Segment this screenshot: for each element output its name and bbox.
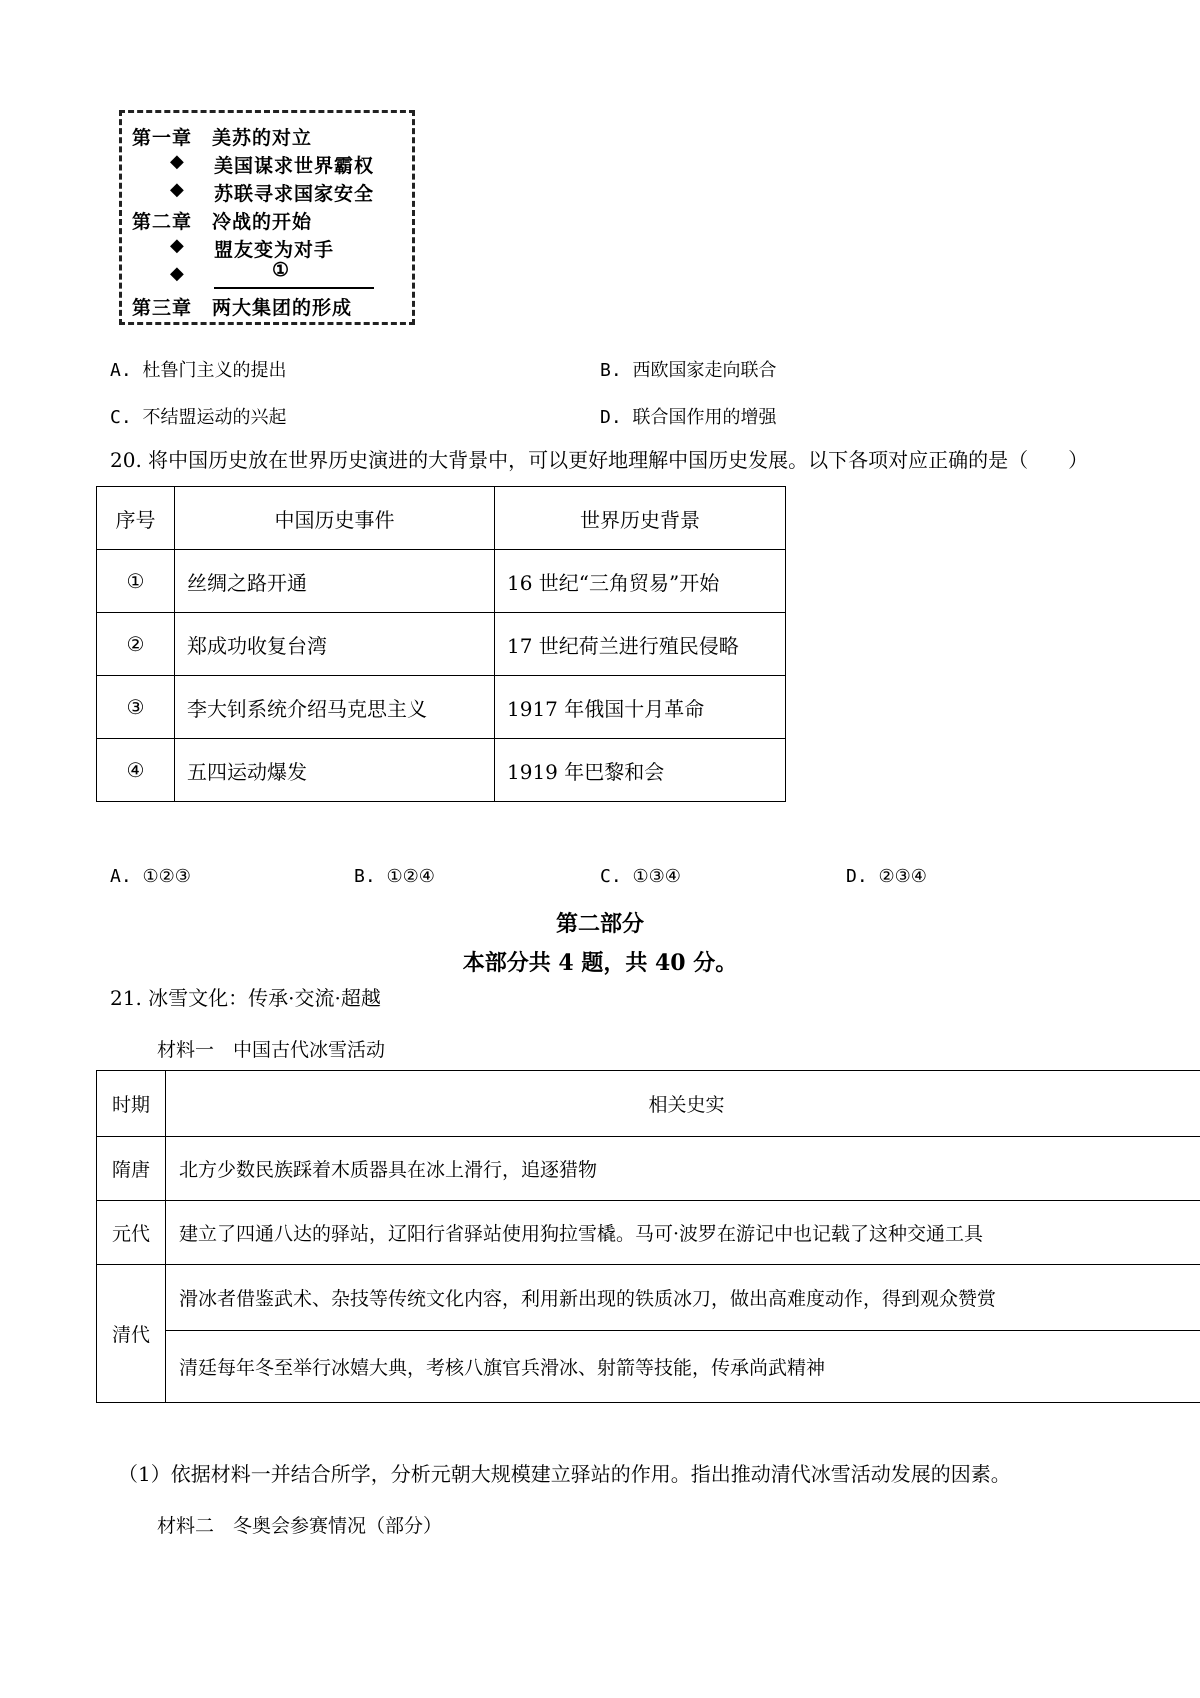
- diamond-icon: ◆: [170, 263, 184, 284]
- option-c[interactable]: C. 不结盟运动的兴起: [110, 407, 287, 428]
- fact-cell: 清廷每年冬至举行冰嬉大典，考核八旗官兵滑冰、射箭等技能，传承尚武精神: [166, 1331, 1200, 1403]
- table-row: [97, 676, 786, 739]
- outline-chapter-1: 第一章 美苏的对立: [132, 127, 313, 149]
- header-cell: 时期: [97, 1071, 166, 1137]
- header-cell: 世界历史背景: [495, 487, 786, 550]
- table-row: [97, 1331, 1200, 1403]
- world-background: 1917 年俄国十月革命: [495, 676, 786, 739]
- fact-cell: 建立了四通八达的驿站，辽阳行省驿站使用狗拉雪橇。马可·波罗在游记中也记载了这种交通工具: [166, 1201, 1200, 1265]
- chinese-event: 李大钊系统介绍马克思主义: [175, 676, 495, 739]
- part-subtitle: 本部分共 4 题，共 40 分。: [462, 950, 738, 976]
- option-a[interactable]: A. ①②③: [110, 866, 191, 887]
- outline-box: [119, 110, 415, 325]
- q20-table: [96, 486, 786, 802]
- chinese-event: 郑成功收复台湾: [175, 613, 495, 676]
- table-row: [97, 1265, 1200, 1331]
- outline-item: 美国谋求世界霸权: [214, 155, 375, 177]
- fact-cell: 滑冰者借鉴武术、杂技等传统文化内容，利用新出现的铁质冰刀，做出高难度动作，得到观众赞赏: [166, 1265, 1200, 1331]
- outline-blank-marker: ①: [272, 259, 291, 281]
- table-row: [97, 550, 786, 613]
- material-1-title: 材料一 中国古代冰雪活动: [157, 1039, 386, 1061]
- material-2-title: 材料二 冬奥会参赛情况（部分）: [157, 1515, 443, 1537]
- period-cell: 元代: [97, 1201, 166, 1265]
- world-background: 17 世纪荷兰进行殖民侵略: [495, 613, 786, 676]
- chinese-event: 五四运动爆发: [175, 739, 495, 802]
- world-background: 16 世纪“三角贸易”开始: [495, 550, 786, 613]
- row-number: ④: [97, 739, 175, 802]
- row-number: ①: [97, 550, 175, 613]
- question-20-stem: 20. 将中国历史放在世界历史演进的大背景中，可以更好地理解中国历史发展。以下各项对应正确的是（ ）: [110, 448, 1089, 472]
- table-row: [97, 613, 786, 676]
- option-b[interactable]: B. 西欧国家走向联合: [600, 360, 777, 381]
- outline-chapter-3: 第三章 两大集团的形成: [132, 297, 353, 319]
- table-header-row: [97, 487, 786, 550]
- part-title: 第二部分: [555, 911, 644, 937]
- option-c[interactable]: C. ①③④: [600, 866, 681, 887]
- option-d[interactable]: D. ②③④: [846, 866, 927, 887]
- fact-cell: 北方少数民族踩着木质器具在冰上滑行，追逐猎物: [166, 1137, 1200, 1201]
- table-row: [97, 1137, 1200, 1201]
- header-cell: 序号: [97, 487, 175, 550]
- blank-underline: [214, 287, 374, 289]
- option-a[interactable]: A. 杜鲁门主义的提出: [110, 360, 287, 381]
- diamond-icon: ◆: [170, 151, 184, 172]
- table-row: [97, 1201, 1200, 1265]
- period-cell: 隋唐: [97, 1137, 166, 1201]
- sub-question-1: （1）依据材料一并结合所学，分析元朝大规模建立驿站的作用。指出推动清代冰雪活动发展的因素。: [118, 1462, 1011, 1486]
- material-1-table: [96, 1070, 1200, 1403]
- outline-item: 盟友变为对手: [214, 239, 335, 261]
- diamond-icon: ◆: [170, 235, 184, 256]
- table-header-row: [97, 1071, 1200, 1137]
- world-background: 1919 年巴黎和会: [495, 739, 786, 802]
- row-number: ②: [97, 613, 175, 676]
- option-d[interactable]: D. 联合国作用的增强: [600, 407, 777, 428]
- chinese-event: 丝绸之路开通: [175, 550, 495, 613]
- row-number: ③: [97, 676, 175, 739]
- outline-chapter-2: 第二章 冷战的开始: [132, 211, 313, 233]
- diamond-icon: ◆: [170, 179, 184, 200]
- outline-item: 苏联寻求国家安全: [214, 183, 375, 205]
- table-row: [97, 739, 786, 802]
- header-cell: 相关史实: [166, 1071, 1200, 1137]
- header-cell: 中国历史事件: [175, 487, 495, 550]
- period-cell: 清代: [97, 1265, 166, 1403]
- option-b[interactable]: B. ①②④: [354, 866, 435, 887]
- question-21-stem: 21. 冰雪文化：传承·交流·超越: [110, 986, 381, 1010]
